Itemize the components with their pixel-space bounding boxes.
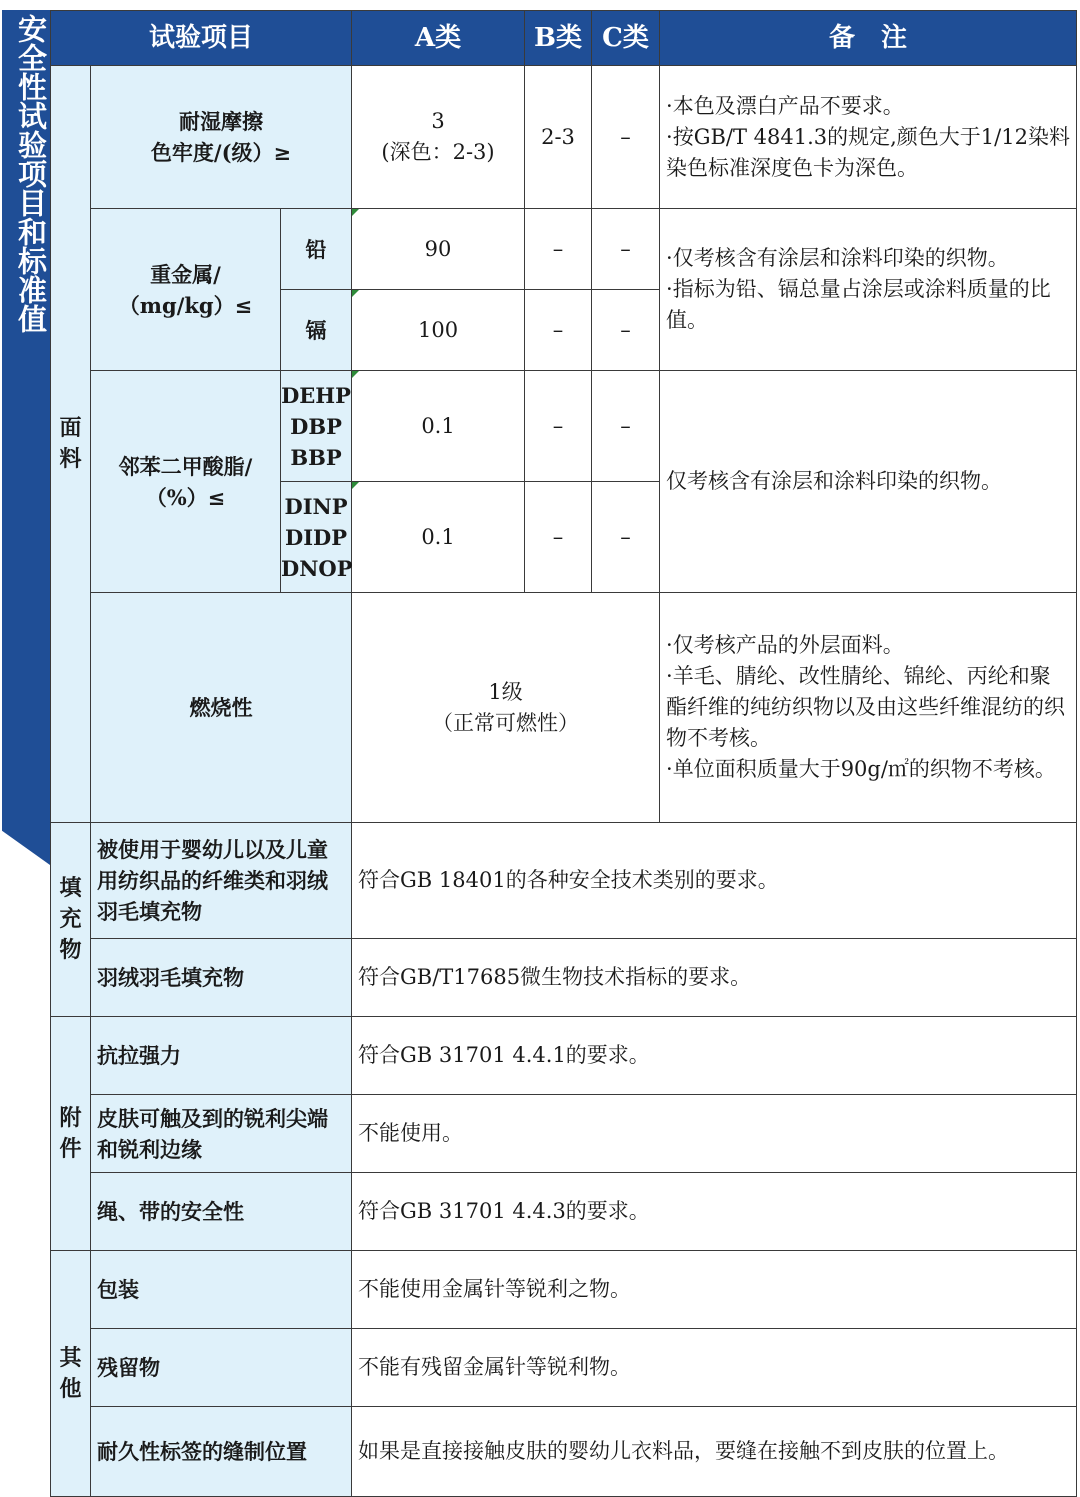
filling-value-2: 符合GB/T17685微生物技术指标的要求。 xyxy=(352,939,1077,1017)
group-fabric: 面料 xyxy=(51,66,91,823)
table-row xyxy=(51,1251,1077,1329)
header-note: 备 注 xyxy=(660,11,1077,66)
accessory-label-1: 抗拉强力 xyxy=(91,1017,352,1095)
lead-b: – xyxy=(525,209,592,290)
wet-rub-label: 耐湿摩擦 色牢度/(级）≥ xyxy=(91,66,352,209)
side-title: 安全性试验项目和标准值 xyxy=(14,14,48,333)
accessory-label-3: 绳、带的安全性 xyxy=(91,1173,352,1251)
table-row xyxy=(51,1173,1077,1251)
cadmium-label: 镉 xyxy=(281,290,352,371)
group-accessory: 附件 xyxy=(51,1017,91,1251)
wet-rub-a: 3 (深色：2-3) xyxy=(352,66,525,209)
table-row xyxy=(51,209,1077,290)
accessory-value-2: 不能使用。 xyxy=(352,1095,1077,1173)
heavy-metal-note: ·仅考核含有涂层和涂料印染的织物。 ·指标为铅、镉总量占涂层或涂料质量的比值。 xyxy=(660,209,1077,371)
table-row xyxy=(51,1407,1077,1497)
header-item: 试验项目 xyxy=(51,11,352,66)
other-value-1: 不能使用金属针等锐利之物。 xyxy=(352,1251,1077,1329)
flammability-value: 1级 （正常可燃性） xyxy=(352,593,660,823)
group-filling: 填充物 xyxy=(51,823,91,1017)
cadmium-a: 100 xyxy=(352,290,525,371)
wet-rub-note: ·本色及漂白产品不要求。 ·按GB/T 4841.3的规定,颜色大于1/12染料染色标准深度色卡为深色。 xyxy=(660,66,1077,209)
filling-value-1: 符合GB 18401的各种安全技术类别的要求。 xyxy=(352,823,1077,939)
header-class-a: A类 xyxy=(352,11,525,66)
phthalate-group1-a: 0.1 xyxy=(352,371,525,482)
table-row xyxy=(51,1329,1077,1407)
header-class-c: C类 xyxy=(592,11,660,66)
lead-c: – xyxy=(592,209,660,290)
phthalate-group1-b: – xyxy=(525,371,592,482)
other-value-3: 如果是直接接触皮肤的婴幼儿衣料品，要缝在接触不到皮肤的位置上。 xyxy=(352,1407,1077,1497)
accessory-label-2: 皮肤可触及到的锐利尖端和锐利边缘 xyxy=(91,1095,352,1173)
table-row xyxy=(51,593,1077,823)
table-row xyxy=(51,1017,1077,1095)
phthalate-group2-a: 0.1 xyxy=(352,482,525,593)
wet-rub-c: – xyxy=(592,66,660,209)
header-class-b: B类 xyxy=(525,11,592,66)
heavy-metal-label: 重金属/ （mg/kg）≤ xyxy=(91,209,281,371)
lead-label: 铅 xyxy=(281,209,352,290)
other-label-2: 残留物 xyxy=(91,1329,352,1407)
safety-standards-table xyxy=(50,10,1077,1497)
other-value-2: 不能有残留金属针等锐利物。 xyxy=(352,1329,1077,1407)
other-label-1: 包装 xyxy=(91,1251,352,1329)
flammability-label: 燃烧性 xyxy=(91,593,352,823)
table-row xyxy=(51,371,1077,482)
phthalate-group2-b: – xyxy=(525,482,592,593)
table-row xyxy=(51,66,1077,209)
table-row xyxy=(51,823,1077,939)
wet-rub-b: 2-3 xyxy=(525,66,592,209)
phthalate-group2-names: DINP DIDP DNOP xyxy=(281,482,352,593)
phthalate-group1-names: DEHP DBP BBP xyxy=(281,371,352,482)
accessory-value-1: 符合GB 31701 4.4.1的要求。 xyxy=(352,1017,1077,1095)
phthalate-label: 邻苯二甲酸脂/ （%）≤ xyxy=(91,371,281,593)
phthalate-group2-c: – xyxy=(592,482,660,593)
cadmium-b: – xyxy=(525,290,592,371)
filling-label-2: 羽绒羽毛填充物 xyxy=(91,939,352,1017)
cadmium-c: – xyxy=(592,290,660,371)
phthalate-note: 仅考核含有涂层和涂料印染的织物。 xyxy=(660,371,1077,593)
accessory-value-3: 符合GB 31701 4.4.3的要求。 xyxy=(352,1173,1077,1251)
filling-label-1: 被使用于婴幼儿以及儿童用纺织品的纤维类和羽绒羽毛填充物 xyxy=(91,823,352,939)
table-row xyxy=(51,939,1077,1017)
group-other: 其他 xyxy=(51,1251,91,1497)
phthalate-group1-c: – xyxy=(592,371,660,482)
other-label-3: 耐久性标签的缝制位置 xyxy=(91,1407,352,1497)
flammability-note: ·仅考核产品的外层面料。 ·羊毛、腈纶、改性腈纶、锦纶、丙纶和聚酯纤维的纯纺织物以及由这些纤维混纺的织物不考核。 ·单位面积质量大于90g/㎡的织物不考核。 xyxy=(660,593,1077,823)
lead-a: 90 xyxy=(352,209,525,290)
header-row xyxy=(51,11,1077,66)
table-row xyxy=(51,1095,1077,1173)
